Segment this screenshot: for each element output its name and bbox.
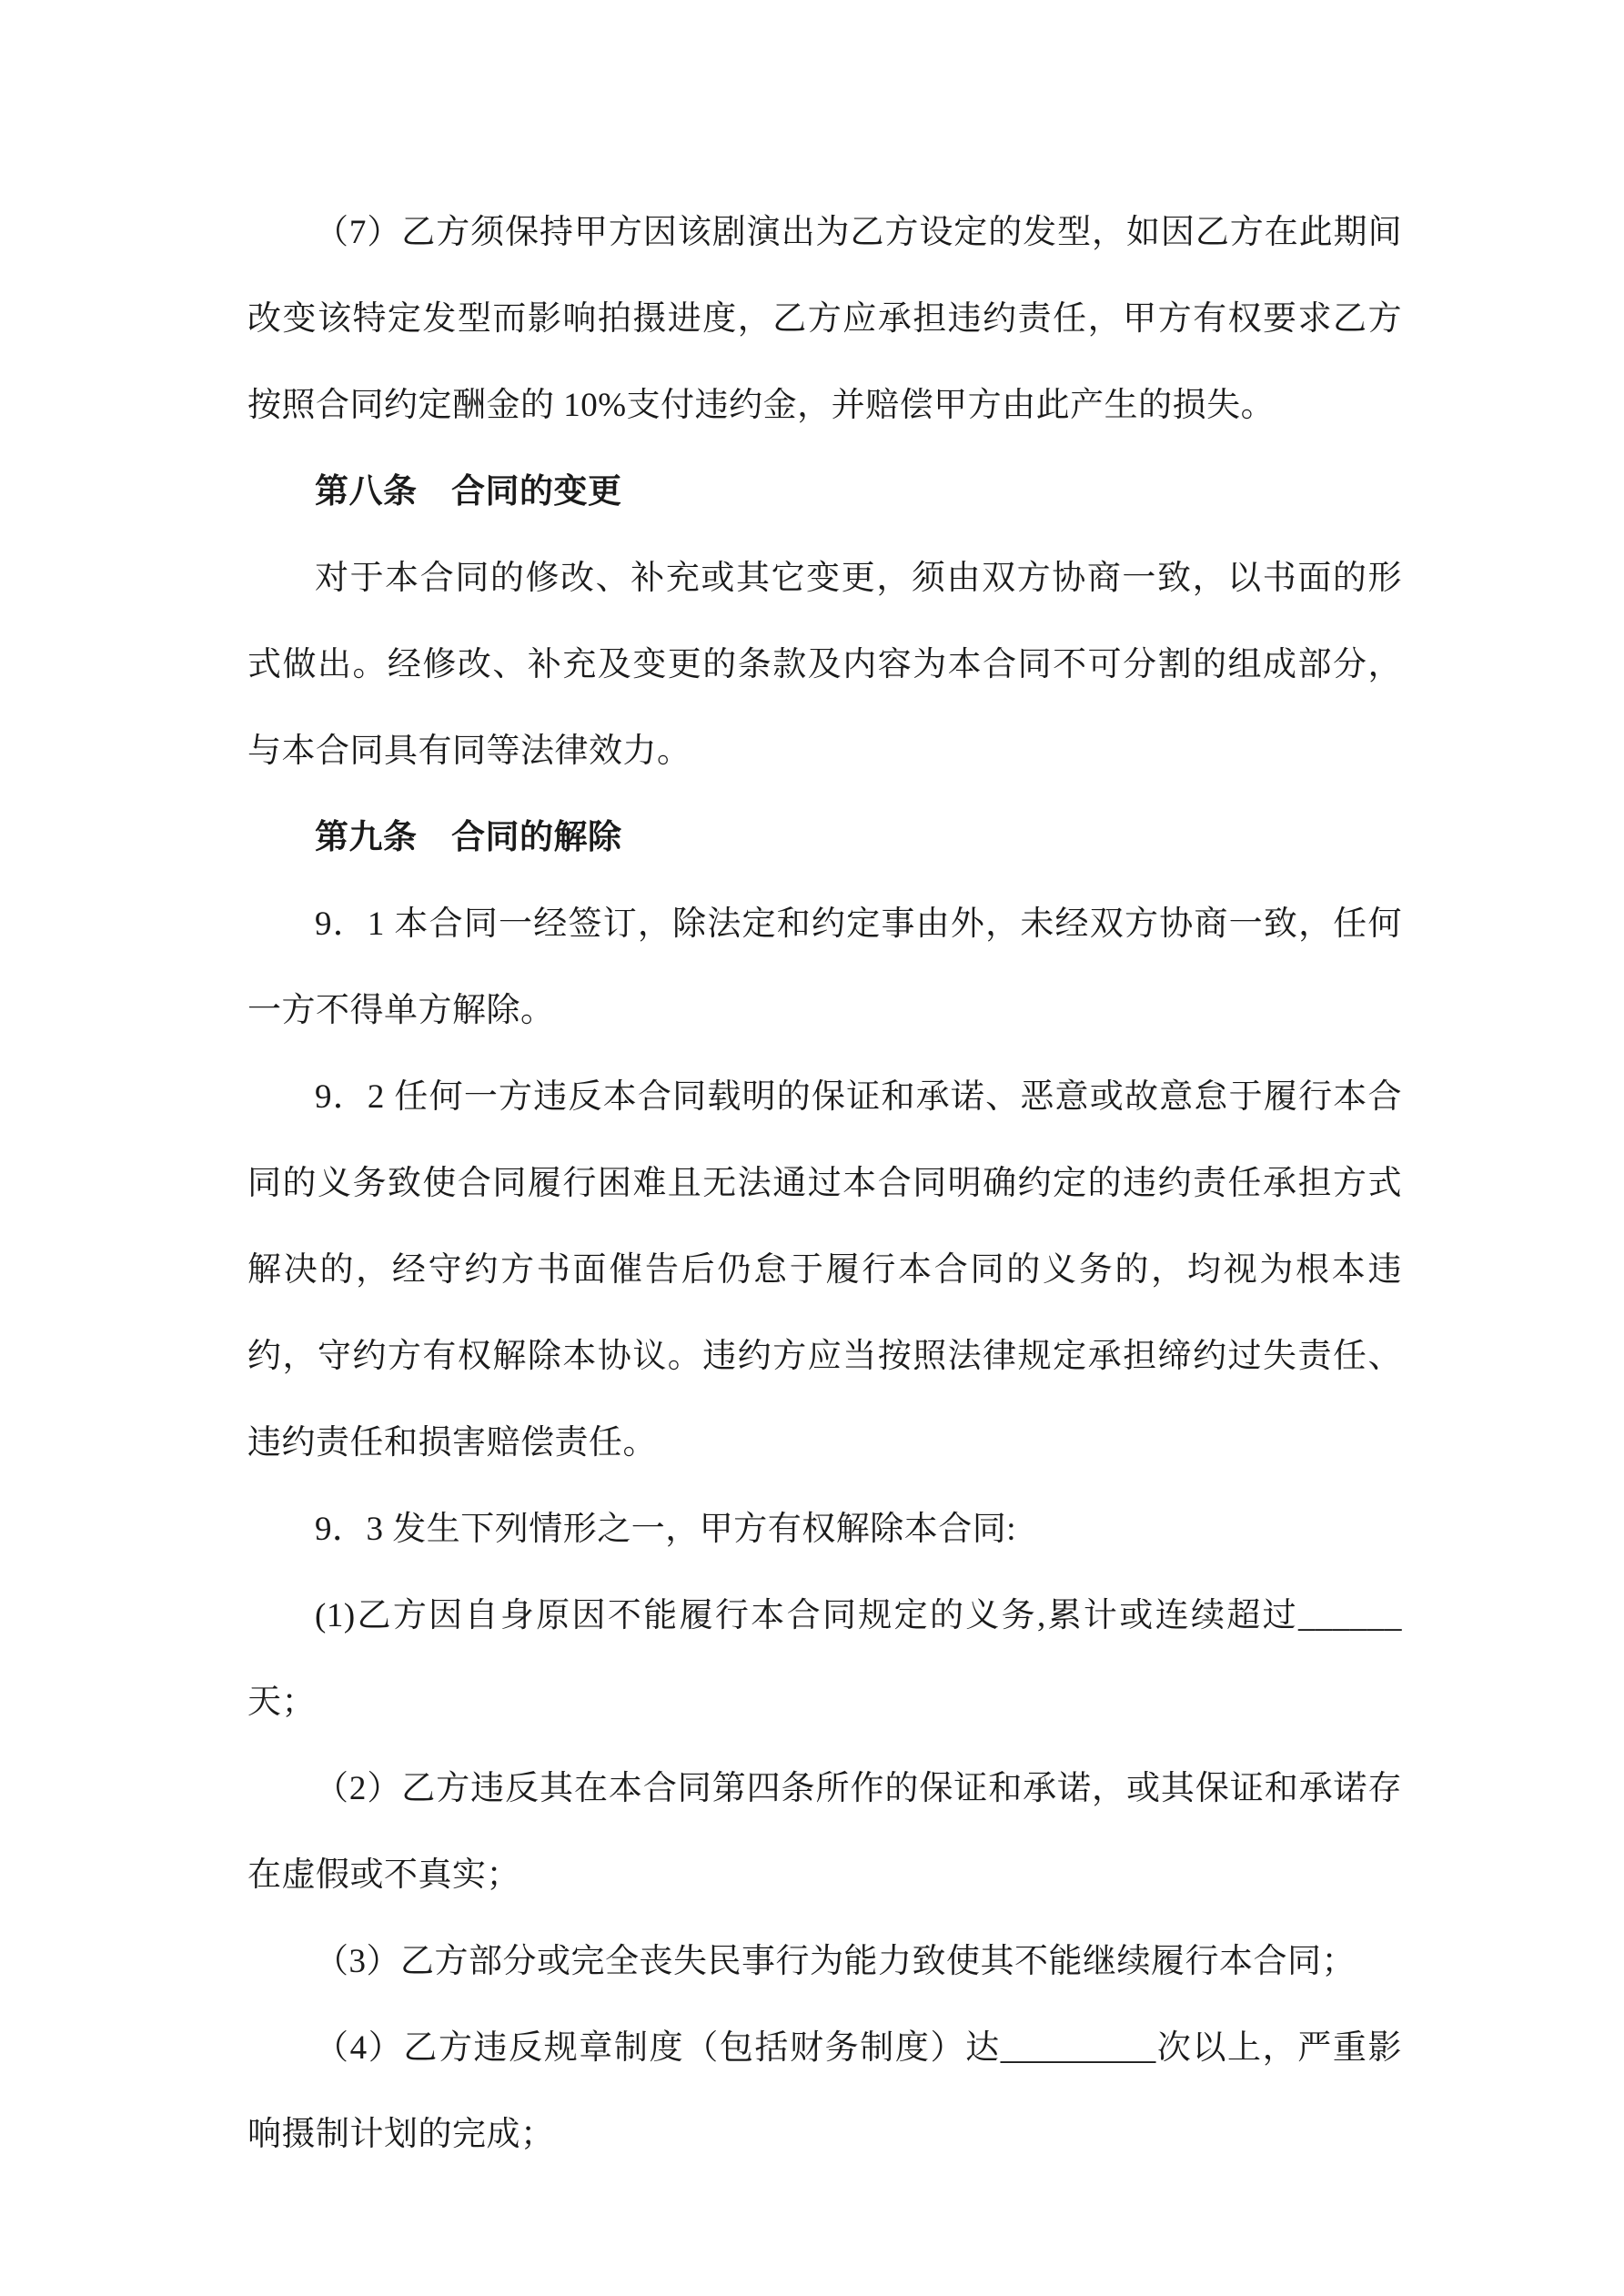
article-8-body-paragraph: 对于本合同的修改、补充或其它变更，须由双方协商一致，以书面的形式做出。经修改、补充及变更的条款及内容为本合同不可分割的组成部分，与本合同具有同等法律效力。: [247, 560, 1402, 770]
clause-9-3-paragraph: 9．3 发生下列情形之一，甲方有权解除本合同:: [315, 1511, 1017, 1548]
clause-9-1-paragraph: 9．1 本合同一经签订，除法定和约定事由外，未经双方协商一致，任何一方不得单方解除。: [247, 905, 1402, 1029]
clause-9-3-item-4: （4）乙方违反规章制度（包括财务制度）达_________次以上，严重影响摄制计划的完成；: [247, 2029, 1402, 2153]
article-9-heading: 第九条 合同的解除: [315, 819, 622, 856]
clause-7-paragraph: （7）乙方须保持甲方因该剧演出为乙方设定的发型，如因乙方在此期间改变该特定发型而影响拍摄进度，乙方应承担违约责任，甲方有权要求乙方按照合同约定酬金的 10%支付违约金，并赔偿甲方由此产生的损失。: [247, 214, 1402, 424]
clause-9-3-item-1: (1)乙方因自身原因不能履行本合同规定的义务,累计或连续超过______天；: [247, 1597, 1402, 1721]
contract-text-block: [247, 189, 1402, 2178]
article-8-heading: 第八条 合同的变更: [315, 473, 622, 511]
clause-9-2-paragraph: 9．2 任何一方违反本合同载明的保证和承诺、恶意或故意怠于履行本合同的义务致使合同履行困难且无法通过本合同明确约定的违约责任承担方式解决的，经守约方书面催告后仍怠于履行本合同的义务的，均视为根本违约，守约方有权解除本协议。违约方应当按照法律规定承担缔约过失责任、违约责任和损害赔偿责任。: [247, 1078, 1402, 1462]
clause-9-3-item-2: （2）乙方违反其在本合同第四条所作的保证和承诺，或其保证和承诺存在虚假或不真实；: [247, 1770, 1402, 1894]
clause-9-3-item-3: （3）乙方部分或完全丧失民事行为能力致使其不能继续履行本合同；: [315, 1943, 1356, 1980]
